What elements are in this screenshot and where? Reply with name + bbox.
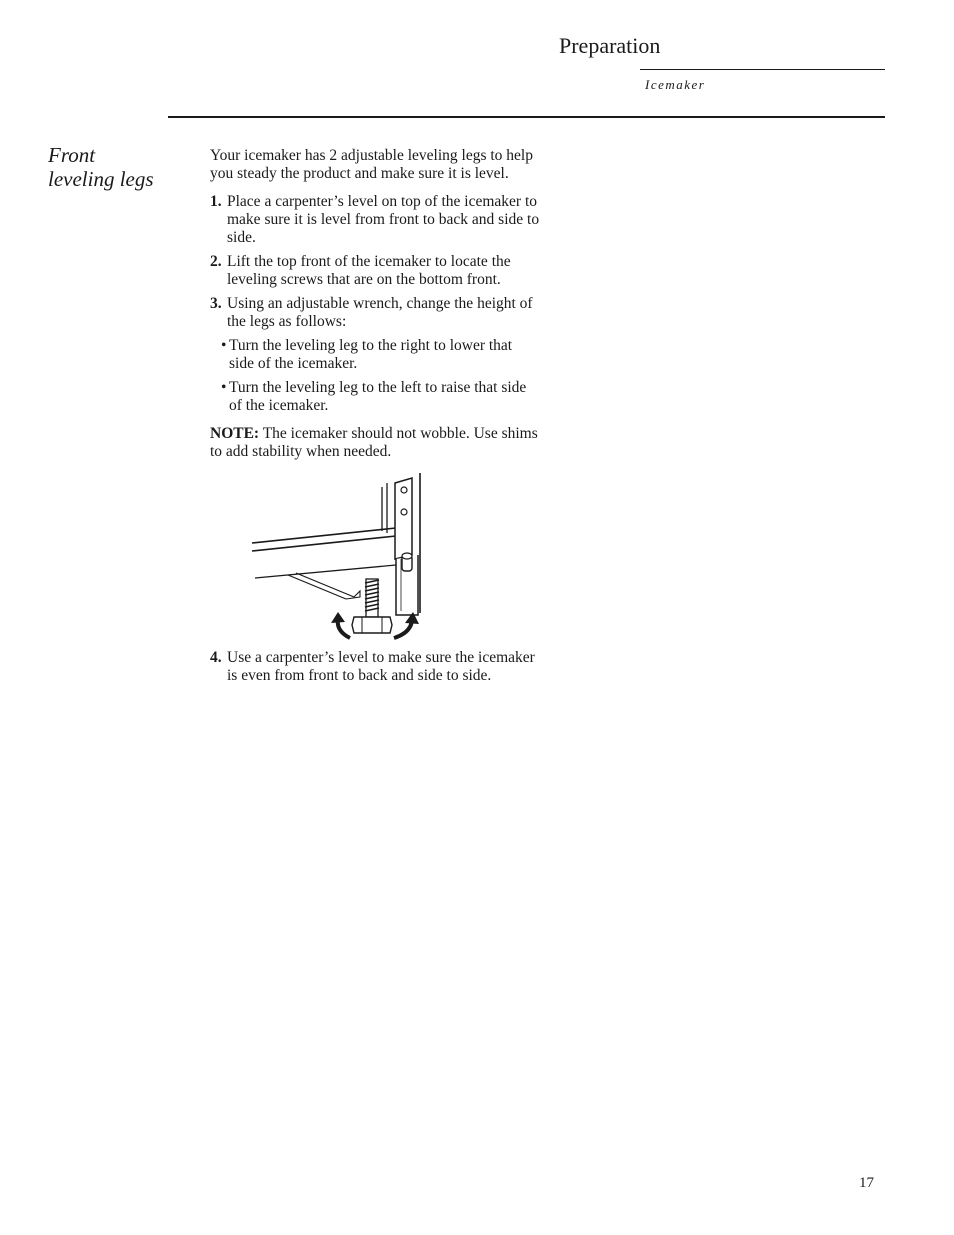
bullet-item	[221, 337, 540, 373]
step-text: Place a carpenter’s level on top of the icemaker to make sure it is level from front to back and side to side.	[227, 193, 540, 246]
section-heading-line2: leveling legs	[48, 167, 154, 191]
section-divider	[168, 116, 885, 118]
step-number: 4.	[210, 649, 222, 666]
leveling-leg-illustration	[250, 473, 450, 643]
note-paragraph	[210, 425, 540, 461]
header-rule	[640, 69, 885, 70]
step-item	[210, 295, 540, 331]
section-heading	[48, 143, 178, 191]
rotate-right-arrow-icon	[394, 621, 412, 638]
page-header-title: Preparation	[559, 33, 661, 58]
note-label: NOTE:	[210, 425, 260, 442]
step-number: 2.	[210, 253, 222, 270]
step-item	[210, 253, 540, 289]
section-heading-line1: Front	[48, 143, 96, 167]
step-text: Using an adjustable wrench, change the height of the legs as follows:	[227, 295, 533, 330]
rotate-left-arrow-icon	[331, 612, 345, 623]
step-number: 1.	[210, 193, 222, 210]
bullet-text: Turn the leveling leg to the left to raise that side of the icemaker.	[229, 379, 527, 414]
step-number: 3.	[210, 295, 222, 312]
bullet-mark: •	[221, 379, 227, 396]
page-number: 17	[859, 1175, 874, 1191]
instructions	[210, 147, 540, 691]
intro-paragraph: Your icemaker has 2 adjustable leveling legs to help you steady the product and make sure it is level.	[210, 147, 533, 182]
step-text: Use a carpenter’s level to make sure the icemaker is even from front to back and side to side.	[227, 649, 535, 684]
note-text: The icemaker should not wobble. Use shims to add stability when needed.	[210, 425, 538, 460]
bullet-item	[221, 379, 540, 415]
bullet-mark: •	[221, 337, 227, 354]
page-header-subtitle: Icemaker	[645, 77, 706, 92]
bullet-text: Turn the leveling leg to the right to lower that side of the icemaker.	[229, 337, 513, 372]
step-text: Lift the top front of the icemaker to locate the leveling screws that are on the bottom front.	[227, 253, 511, 288]
step-item	[210, 649, 540, 685]
step-item	[210, 193, 540, 247]
